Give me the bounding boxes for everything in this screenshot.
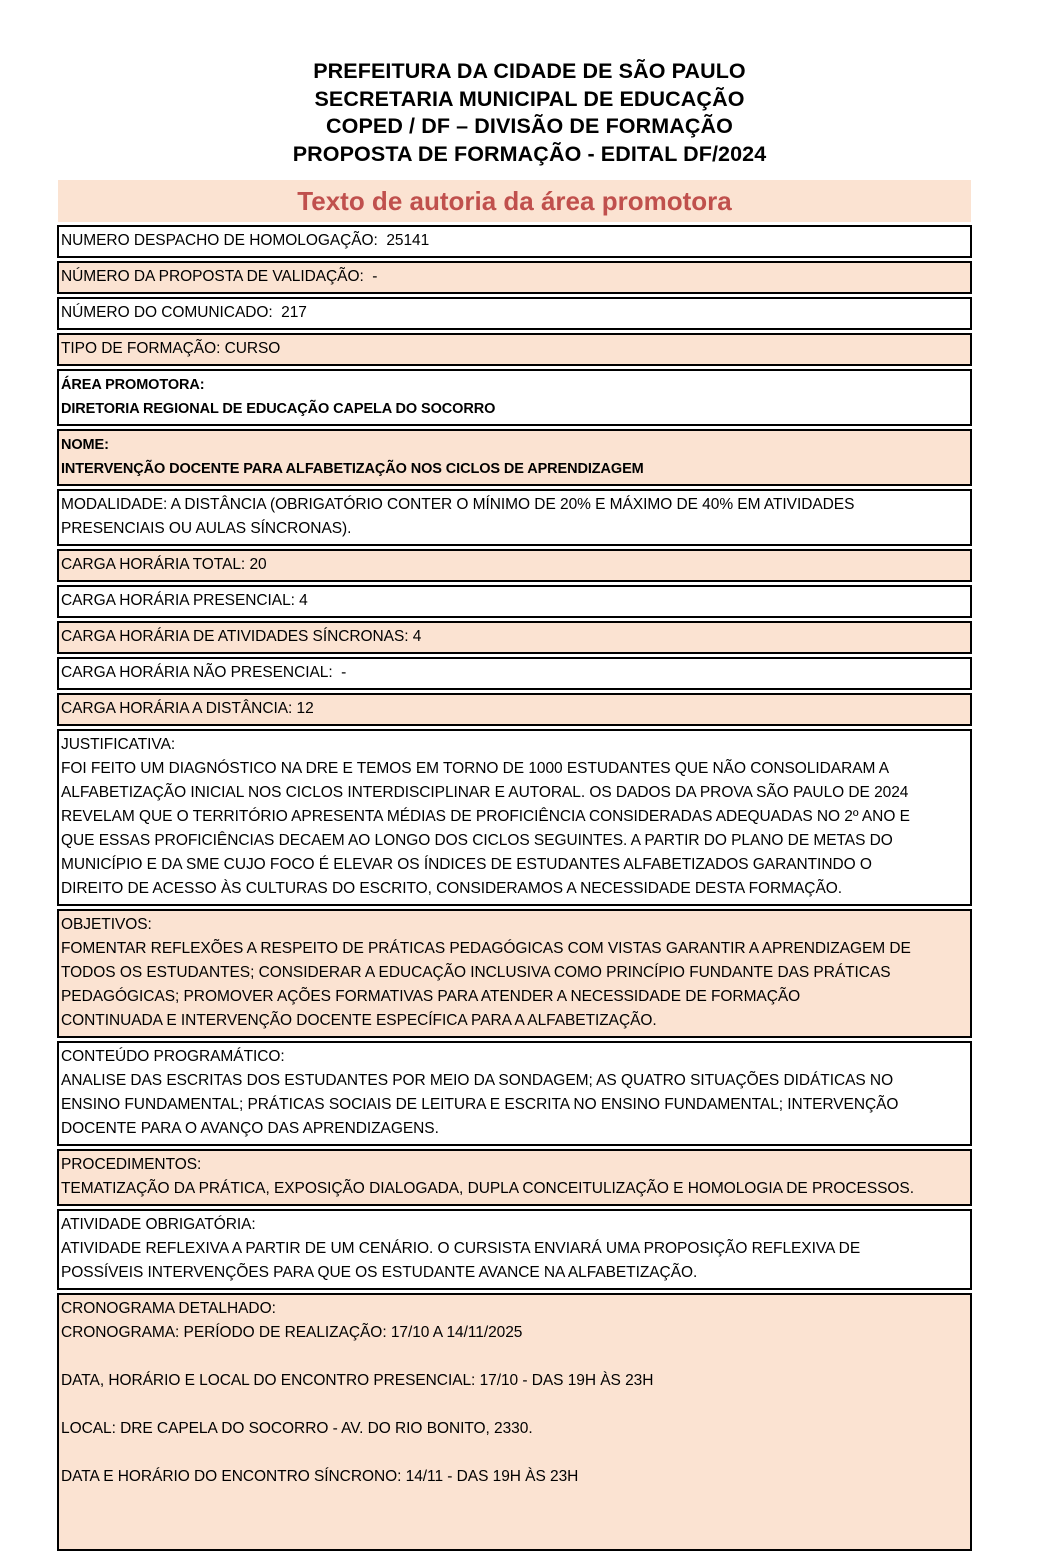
table-row-carga-horaria-presencial — [57, 585, 972, 618]
row-line: TIPO DE FORMAÇÃO: CURSO — [61, 340, 281, 357]
row-line — [61, 1345, 969, 1369]
row-line: NOME: — [61, 437, 109, 453]
row-line: ANALISE DAS ESCRITAS DOS ESTUDANTES POR MEIO DA SONDAGEM; AS QUATRO SITUAÇÕES DIDÁTICAS NO — [61, 1072, 894, 1089]
row-line — [61, 1441, 969, 1465]
table-row-carga-horaria-nao-presencial — [57, 657, 972, 690]
document-header — [0, 58, 1059, 168]
row-line: NÚMERO DO COMUNICADO: 217 — [61, 304, 307, 321]
row-line: DIREITO DE ACESSO ÀS CULTURAS DO ESCRITO, CONSIDERAMOS A NECESSIDADE DESTA FORMAÇÃO. — [61, 880, 843, 897]
row-line: DOCENTE PARA O AVANÇO DAS APRENDIZAGENS. — [61, 1120, 439, 1137]
table-row-carga-horaria-atividades-sincronas — [57, 621, 972, 654]
row-line: ATIVIDADE REFLEXIVA A PARTIR DE UM CENÁRIO. O CURSISTA ENVIARÁ UMA PROPOSIÇÃO REFLEXIVA DE — [61, 1240, 861, 1257]
title-banner — [58, 180, 971, 222]
table-row-cronograma-detalhado — [57, 1293, 972, 1551]
row-line: NÚMERO DA PROPOSTA DE VALIDAÇÃO: - — [61, 268, 378, 285]
table-row-numero-despacho-homologacao — [57, 225, 972, 258]
row-line: INTERVENÇÃO DOCENTE PARA ALFABETIZAÇÃO NOS CICLOS DE APRENDIZAGEM — [61, 461, 644, 477]
row-line: CARGA HORÁRIA DE ATIVIDADES SÍNCRONAS: 4 — [61, 628, 422, 645]
row-line: CRONOGRAMA DETALHADO: — [61, 1300, 276, 1317]
header-line-prefeitura: PREFEITURA DA CIDADE DE SÃO PAULO — [313, 59, 746, 83]
row-line: ATIVIDADE OBRIGATÓRIA: — [61, 1216, 256, 1233]
table-row-justificativa — [57, 729, 972, 906]
row-line: PROCEDIMENTOS: — [61, 1156, 202, 1173]
table-row-objetivos — [57, 909, 972, 1038]
table-row-nome — [57, 429, 972, 486]
row-line: MUNICÍPIO E DA SME CUJO FOCO É ELEVAR OS ÍNDICES DE ESTUDANTES ALFABETIZADOS GARANTINDO O — [61, 856, 872, 873]
row-line: ALFABETIZAÇÃO INICIAL NOS CICLOS INTERDISCIPLINAR E AUTORAL. OS DADOS DA PROVA SÃO PAULO DE 2024 — [61, 784, 909, 801]
row-line: DATA E HORÁRIO DO ENCONTRO SÍNCRONO: 14/11 - DAS 19H ÀS 23H — [61, 1468, 579, 1485]
row-line: ÁREA PROMOTORA: — [61, 377, 205, 393]
table-row-carga-horaria-total — [57, 549, 972, 582]
proposal-form-table — [57, 225, 972, 1554]
row-line: QUE ESSAS PROFICIÊNCIAS DECAEM AO LONGO DOS CICLOS SEGUINTES. A PARTIR DO PLANO DE METAS DO — [61, 832, 893, 849]
table-row-procedimentos — [57, 1149, 972, 1206]
table-row-conteudo-programatico — [57, 1041, 972, 1146]
table-row-numero-comunicado — [57, 297, 972, 330]
row-line: CONTEÚDO PROGRAMÁTICO: — [61, 1048, 285, 1065]
table-row-numero-proposta-validacao — [57, 261, 972, 294]
row-line: JUSTIFICATIVA: — [61, 736, 176, 753]
header-line-coped: COPED / DF – DIVISÃO DE FORMAÇÃO — [326, 114, 733, 138]
row-line: NUMERO DESPACHO DE HOMOLOGAÇÃO: 25141 — [61, 232, 430, 249]
row-line: CARGA HORÁRIA NÃO PRESENCIAL: - — [61, 664, 347, 681]
row-line: REVELAM QUE O TERRITÓRIO APRESENTA MÉDIAS DE PROFICIÊNCIA CONSIDERADAS ADEQUADAS NO 2º ANO E — [61, 808, 910, 825]
row-line: DATA, HORÁRIO E LOCAL DO ENCONTRO PRESENCIAL: 17/10 - DAS 19H ÀS 23H — [61, 1372, 654, 1389]
row-line: TODOS OS ESTUDANTES; CONSIDERAR A EDUCAÇÃO INCLUSIVA COMO PRINCÍPIO FUNDANTE DAS PRÁTICAS — [61, 964, 891, 981]
row-line: POSSÍVEIS INTERVENÇÕES PARA QUE OS ESTUDANTE AVANCE NA ALFABETIZAÇÃO. — [61, 1264, 698, 1281]
row-line: FOI FEITO UM DIAGNÓSTICO NA DRE E TEMOS EM TORNO DE 1000 ESTUDANTES QUE NÃO CONSOLIDARAM A — [61, 760, 890, 777]
row-line: TEMATIZAÇÃO DA PRÁTICA, EXPOSIÇÃO DIALOGADA, DUPLA CONCEITULIZAÇÃO E HOMOLOGIA DE PROCESSOS. — [61, 1180, 914, 1197]
header-line-proposta: PROPOSTA DE FORMAÇÃO - EDITAL DF/2024 — [292, 141, 767, 166]
row-line: CARGA HORÁRIA A DISTÂNCIA: 12 — [61, 700, 314, 717]
row-line: DIRETORIA REGIONAL DE EDUCAÇÃO CAPELA DO SOCORRO — [61, 401, 496, 417]
row-line: PEDAGÓGICAS; PROMOVER AÇÕES FORMATIVAS PARA ATENDER A NECESSIDADE DE FORMAÇÃO — [61, 988, 801, 1005]
row-line: CONTINUADA E INTERVENÇÃO DOCENTE ESPECÍFICA PARA A ALFABETIZAÇÃO. — [61, 1012, 657, 1029]
row-line: CARGA HORÁRIA PRESENCIAL: 4 — [61, 592, 308, 609]
table-row-area-promotora — [57, 369, 972, 426]
row-line: LOCAL: DRE CAPELA DO SOCORRO - AV. DO RIO BONITO, 2330. — [61, 1420, 533, 1437]
table-row-tipo-de-formacao — [57, 333, 972, 366]
row-line: OBJETIVOS: — [61, 916, 152, 933]
table-row-atividade-obrigatoria — [57, 1209, 972, 1290]
table-row-carga-horaria-a-distancia — [57, 693, 972, 726]
row-line: CARGA HORÁRIA TOTAL: 20 — [61, 556, 267, 573]
row-line: FOMENTAR REFLEXÕES A RESPEITO DE PRÁTICAS PEDAGÓGICAS COM VISTAS GARANTIR A APRENDIZAGEM DE — [61, 940, 911, 957]
row-line: ENSINO FUNDAMENTAL; PRÁTICAS SOCIAIS DE LEITURA E ESCRITA NO ENSINO FUNDAMENTAL; INTERVENÇÃO — [61, 1096, 899, 1113]
row-line: PRESENCIAIS OU AULAS SÍNCRONAS). — [61, 520, 352, 537]
table-row-modalidade — [57, 489, 972, 546]
header-line-secretaria: SECRETARIA MUNICIPAL DE EDUCAÇÃO — [314, 86, 745, 111]
title-banner-text: Texto de autoria da área promotora — [297, 186, 732, 216]
row-line: MODALIDADE: A DISTÂNCIA (OBRIGATÓRIO CONTER O MÍNIMO DE 20% E MÁXIMO DE 40% EM ATIVIDADES — [61, 496, 855, 513]
row-line — [61, 1393, 969, 1417]
row-line: CRONOGRAMA: PERÍODO DE REALIZAÇÃO: 17/10 A 14/11/2025 — [61, 1324, 523, 1341]
